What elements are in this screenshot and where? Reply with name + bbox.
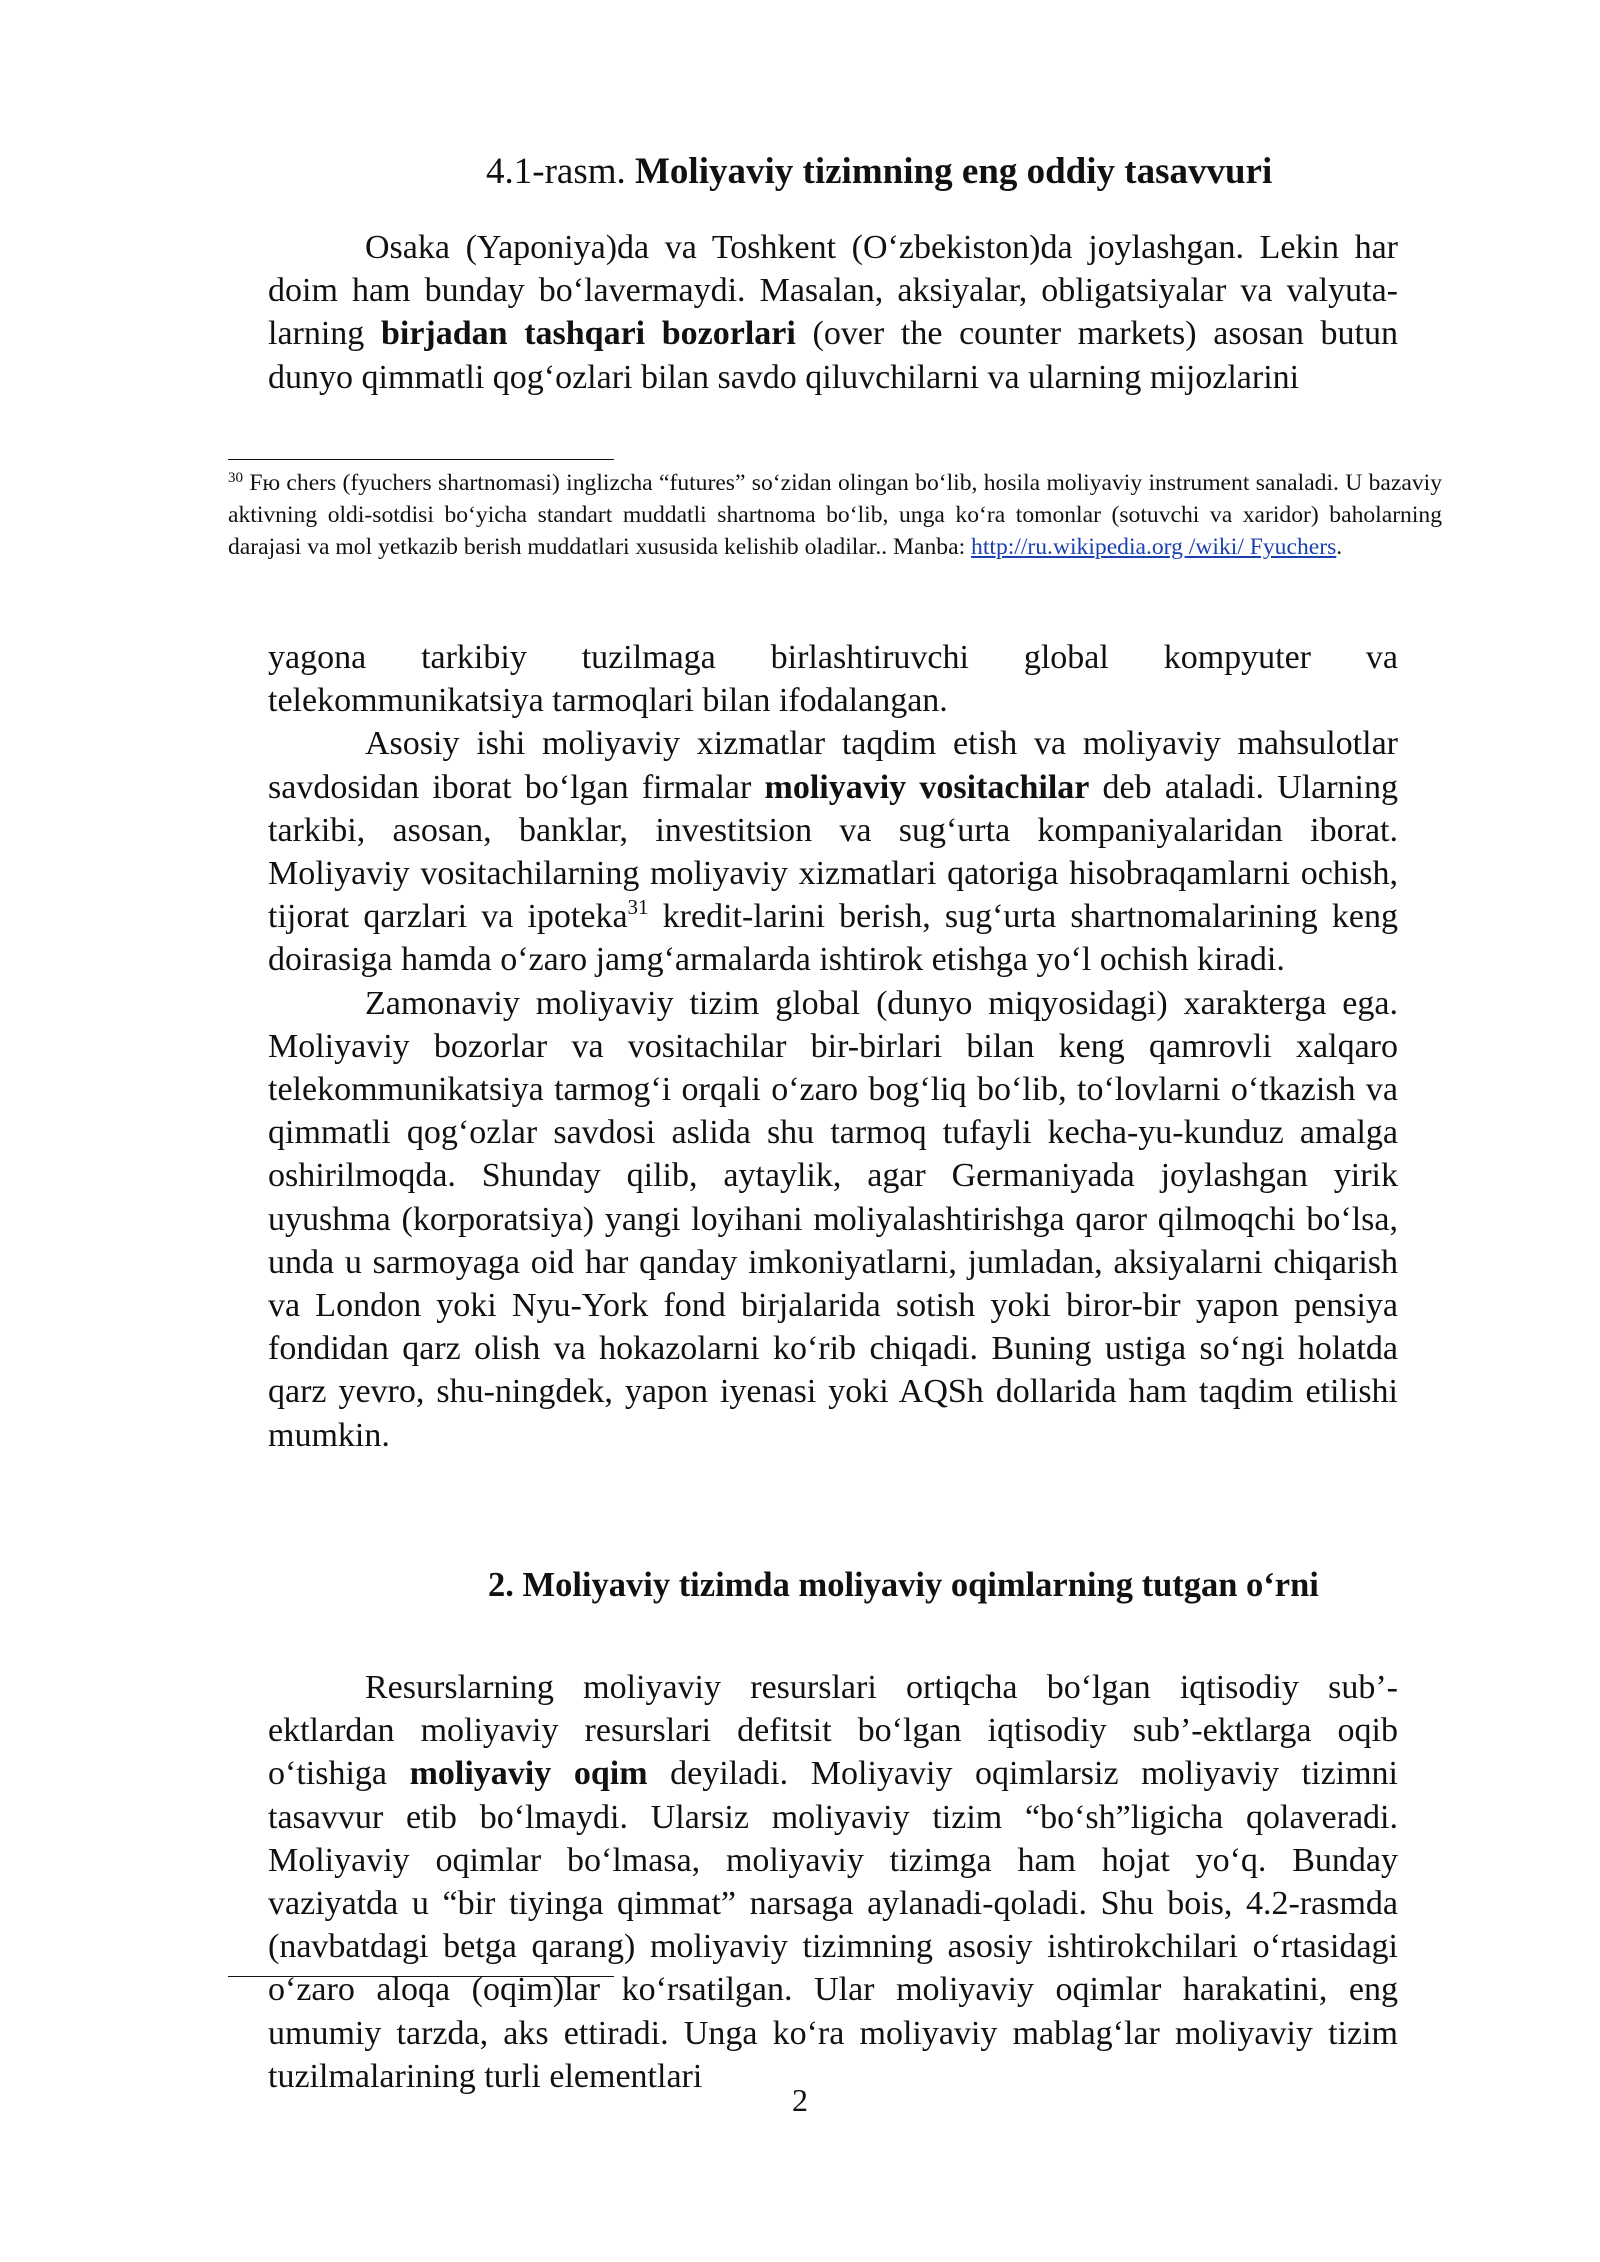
paragraph-3-text: Asosiy ishi moliyaviy xizmatlar taqdim etish va moliyaviy mahsulotlar savdosidan iborat bo‘lgan firmalar: [268, 725, 1398, 806]
footnote-separator-2: [228, 1976, 614, 1977]
page-number: 2: [792, 2082, 808, 2118]
figure-caption-title: Moliyaviy tizimning eng oddiy tasavvuri: [635, 151, 1273, 192]
footnote-text: Fю chers (fyuchers shartnomasi) inglizcha “futures” so‘zidan olingan bo‘lib, hosila moliyaviy instrument sanaladi. U bazaviy aktivning oldi-sotdisi bo‘yicha standart muddatli shartnoma bo‘lib, unga ko‘ra tomonlar (sotuvchi va xaridor) baholarning darajasi va mol yetkazib berish muddatlari xususida kelishib oladilar.. Manba:: [228, 470, 1442, 560]
paragraph-1-text: Osaka (Yaponiya)da va Toshkent (O‘zbekiston)da joylashgan. Lekin har doim ham bunday bo‘lavermaydi. Masalan, aksiyalar, obligatsiyalar va valyuta- larning: [268, 229, 1398, 353]
footnote-link[interactable]: http://ru.wikipedia.org /wiki/ Fyuchers: [971, 534, 1337, 560]
footnote-number: 30: [228, 470, 243, 486]
paragraph-3-text-middle: deb ataladi. Ularning tarkibi, asosan, banklar, investitsion va sug‘urta kompaniyalaridan iborat. Moliyaviy vositachilarning moliyaviy xizmatlari qatoriga hisobraqamlarni ochish, tijorat qarzlari va ipoteka: [268, 768, 1398, 936]
figure-caption-prefix: 4.1-rasm.: [486, 151, 626, 192]
paragraph-4: Zamonaviy moliyaviy tizim global (dunyo miqyosidagi) xarakterga ega. Moliyaviy bozorlar va vositachilar bir-birlari bilan keng qamrovli xalqaro telekommunikatsiya tarmog‘i orqali o‘zaro bog‘liq bo‘lib, to‘lovlarni o‘tkazish va qimmatli qog‘ozlar savdosi aslida shu tarmoq tufayli kecha-yu-kunduz amalga oshirilmoqda. Shunday qilib, aytaylik, agar Germaniyada joylashgan yirik uyushma (korporatsiya) yangi loyihani moliyalashtirishga qaror qilmoqchi bo‘lsa, unda u sarmoyaga oid har qanday imkoniyatlarni, jumladan, aksiyalarni chiqarish va London yoki Nyu-York fond birjalarida sotish yoki biror-bir yapon pensiya fondidan qarz olish va hokazolarni ko‘rib chiqadi. Buning ustiga so‘ngi holatda qarz yevro, shu-ningdek, yapon iyenasi yoki AQSh dollarida ham taqdim etilishi mumkin.: [268, 984, 1398, 1454]
paragraph-2: yagona tarkibiy tuzilmaga birlashtiruvchi global kompyuter va telekommunikatsiya tarmoqlari bilan ifodalangan.: [268, 639, 1398, 720]
footnote-end: .: [1336, 534, 1343, 560]
text-block-top: [268, 226, 1398, 399]
text-block-bottom: [268, 1666, 1398, 2098]
paragraph-5-bold-term: moliyaviy oqim: [409, 1755, 648, 1793]
text-block-middle: [268, 636, 1398, 1457]
paragraph-5-text: Resurslarning moliyaviy resurslari ortiqcha bo‘lgan iqtisodiy sub’-ektlardan moliyaviy resurslari defitsit bo‘lgan iqtisodiy sub’-ektlarga oqib o‘tishiga: [268, 1669, 1398, 1793]
paragraph-3: [268, 722, 1398, 981]
section-heading: 2. Moliyaviy tizimda moliyaviy oqimlarning tutgan o‘rni: [488, 1566, 1319, 1604]
paragraph-3-bold-term: moliyaviy vositachilar: [764, 768, 1090, 806]
figure-caption: [486, 148, 1272, 196]
paragraph-5: [268, 1666, 1398, 2098]
footnote-separator: [228, 459, 614, 460]
paragraph-5-text-end: deyiladi. Moliyaviy oqimlarsiz moliyaviy tizimni tasavvur etib bo‘lmaydi. Ularsiz moliyaviy tizim “bo‘sh”ligicha qolaveradi. Moliyaviy oqimlar bo‘lmasa, moliyaviy tizimga ham hojat yo‘q. Bunday vaziyatda u “bir tiyinga qimmat” narsaga aylanadi-qoladi. Shu bois, 4.2-rasmda (navbatdagi betga qarang) moliyaviy tizimning asosiy ishtirokchilari o‘rtasidagi o‘zaro aloqa (oqim)lar ko‘rsatilgan. Ular moliyaviy oqimlar harakatini, eng umumiy tarzda, aks ettiradi. Unga ko‘ra moliyaviy mablag‘lar moliyaviy tizim tuzilmalarining turli elementlari: [268, 1755, 1398, 2095]
footnote-ref-31: 31: [627, 895, 649, 920]
paragraph-1: [268, 226, 1398, 399]
footnote-30: [228, 467, 1442, 563]
paragraph-1-text-end: (over the counter markets) asosan butun dunyo qimmatli qog‘ozlari bilan savdo qiluvchilarni va ularning mijozlarini: [268, 315, 1399, 396]
paragraph-1-bold-term: birjadan tashqari bozorlari: [380, 315, 796, 353]
paragraph-3-text-end: kredit-larini berish, sug‘urta shartnomalarining keng doirasiga hamda o‘zaro jamg‘armalarda ishtirok etishga yo‘l ochish kiradi.: [268, 898, 1398, 979]
